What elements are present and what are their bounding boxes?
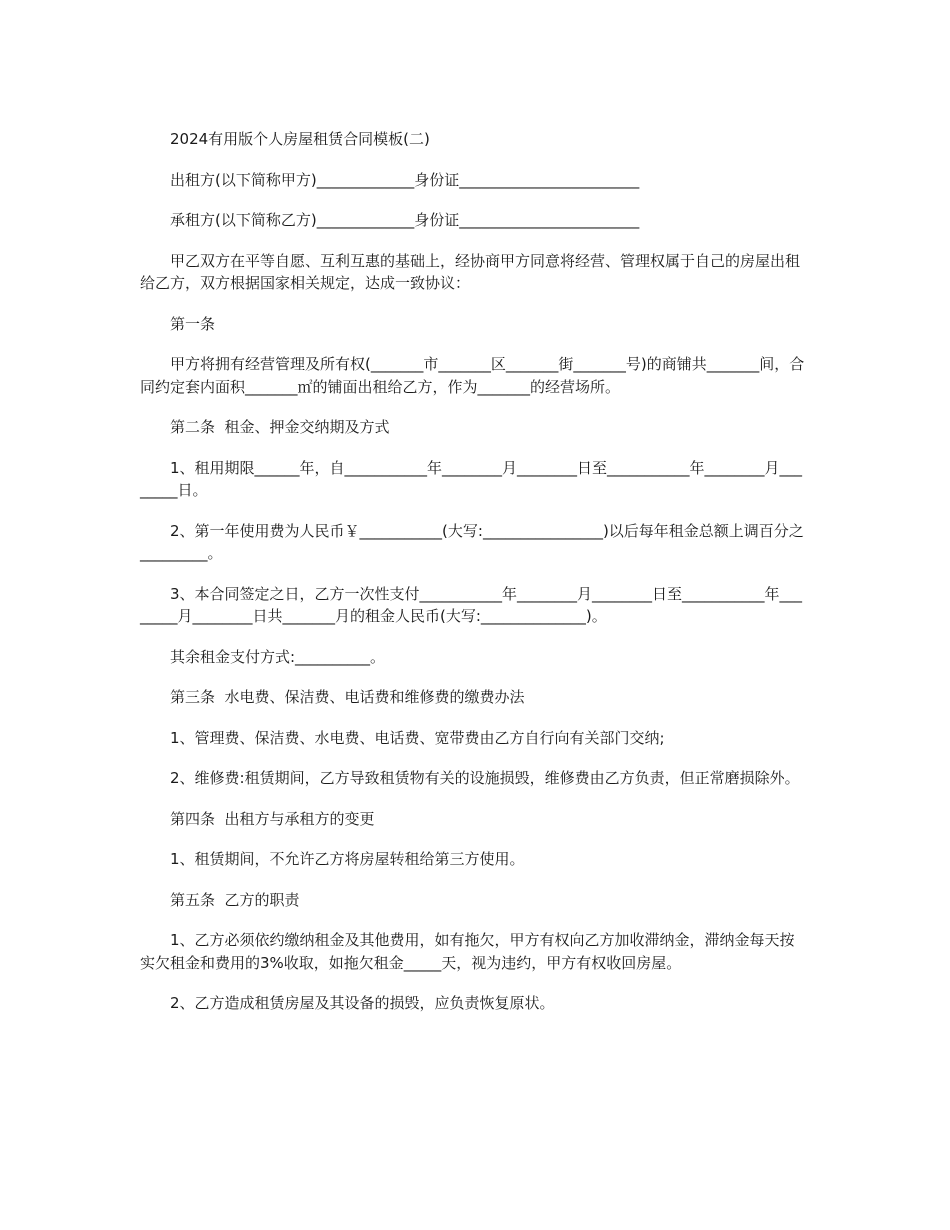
lessor-line: 出租方(以下简称甲方)_____________身份证________________________ [170, 170, 640, 189]
article-1-paragraph: 甲方将拥有经营管理及所有权(_______市_______区_______街_______号)的商铺共_______间，合同约定套内面积_______㎡的铺面出租给乙方，作为_______的经营场所。 [140, 355, 805, 396]
contract-body [140, 128, 808, 1033]
article-2-remaining-payment: 其余租金支付方式:__________。 [170, 647, 386, 666]
article-2-clause-2: 2、第一年使用费为人民币￥___________(大写:________________)以后每年租金总额上调百分之_________。 [140, 521, 804, 562]
article-4-clause-1: 1、租赁期间，不允许乙方将房屋转租给第三方使用。 [170, 850, 525, 868]
preamble-paragraph: 甲乙双方在平等自愿、互利互惠的基础上，经协商甲方同意将经营、管理权属于自己的房屋出租给乙方，双方根据国家相关规定，达成一致协议： [140, 251, 801, 292]
article-1-heading: 第一条 [170, 314, 216, 333]
document-title: 2024有用版个人房屋租赁合同模板(二) [170, 130, 430, 148]
article-3-clause-1: 1、管理费、保洁费、水电费、电话费、宽带费由乙方自行向有关部门交纳; [170, 728, 665, 747]
lessee-line: 承租方(以下简称乙方)_____________身份证________________________ [170, 211, 640, 229]
article-2-clause-1: 1、租用期限______年，自___________年________月________日至___________年________月________日。 [140, 458, 803, 499]
article-2-heading: 第二条 租金、押金交纳期及方式 [170, 418, 390, 436]
article-4-heading: 第四条 出租方与承租方的变更 [170, 809, 375, 828]
article-3-heading: 第三条 水电费、保洁费、电话费和维修费的缴费办法 [170, 688, 525, 706]
article-5-clause-1: 1、乙方必须依约缴纳租金及其他费用，如有拖欠，甲方有权向乙方加收滞纳金，滞纳金每天按实欠租金和费用的3%收取，如拖欠租金_____天，视为违约，甲方有权收回房屋。 [140, 931, 795, 972]
article-2-clause-3: 3、本合同签定之日，乙方一次性支付___________年________月________日至___________年________月________日共_______月的租金人民币(大写:______________)。 [140, 584, 803, 625]
article-5-clause-2: 2、乙方造成租赁房屋及其设备的损毁，应负责恢复原状。 [170, 994, 555, 1012]
article-5-heading: 第五条 乙方的职责 [170, 890, 300, 909]
article-3-clause-2: 2、维修费:租赁期间，乙方导致租赁物有关的设施损毁，维修费由乙方负责，但正常磨损除外。 [170, 769, 800, 787]
